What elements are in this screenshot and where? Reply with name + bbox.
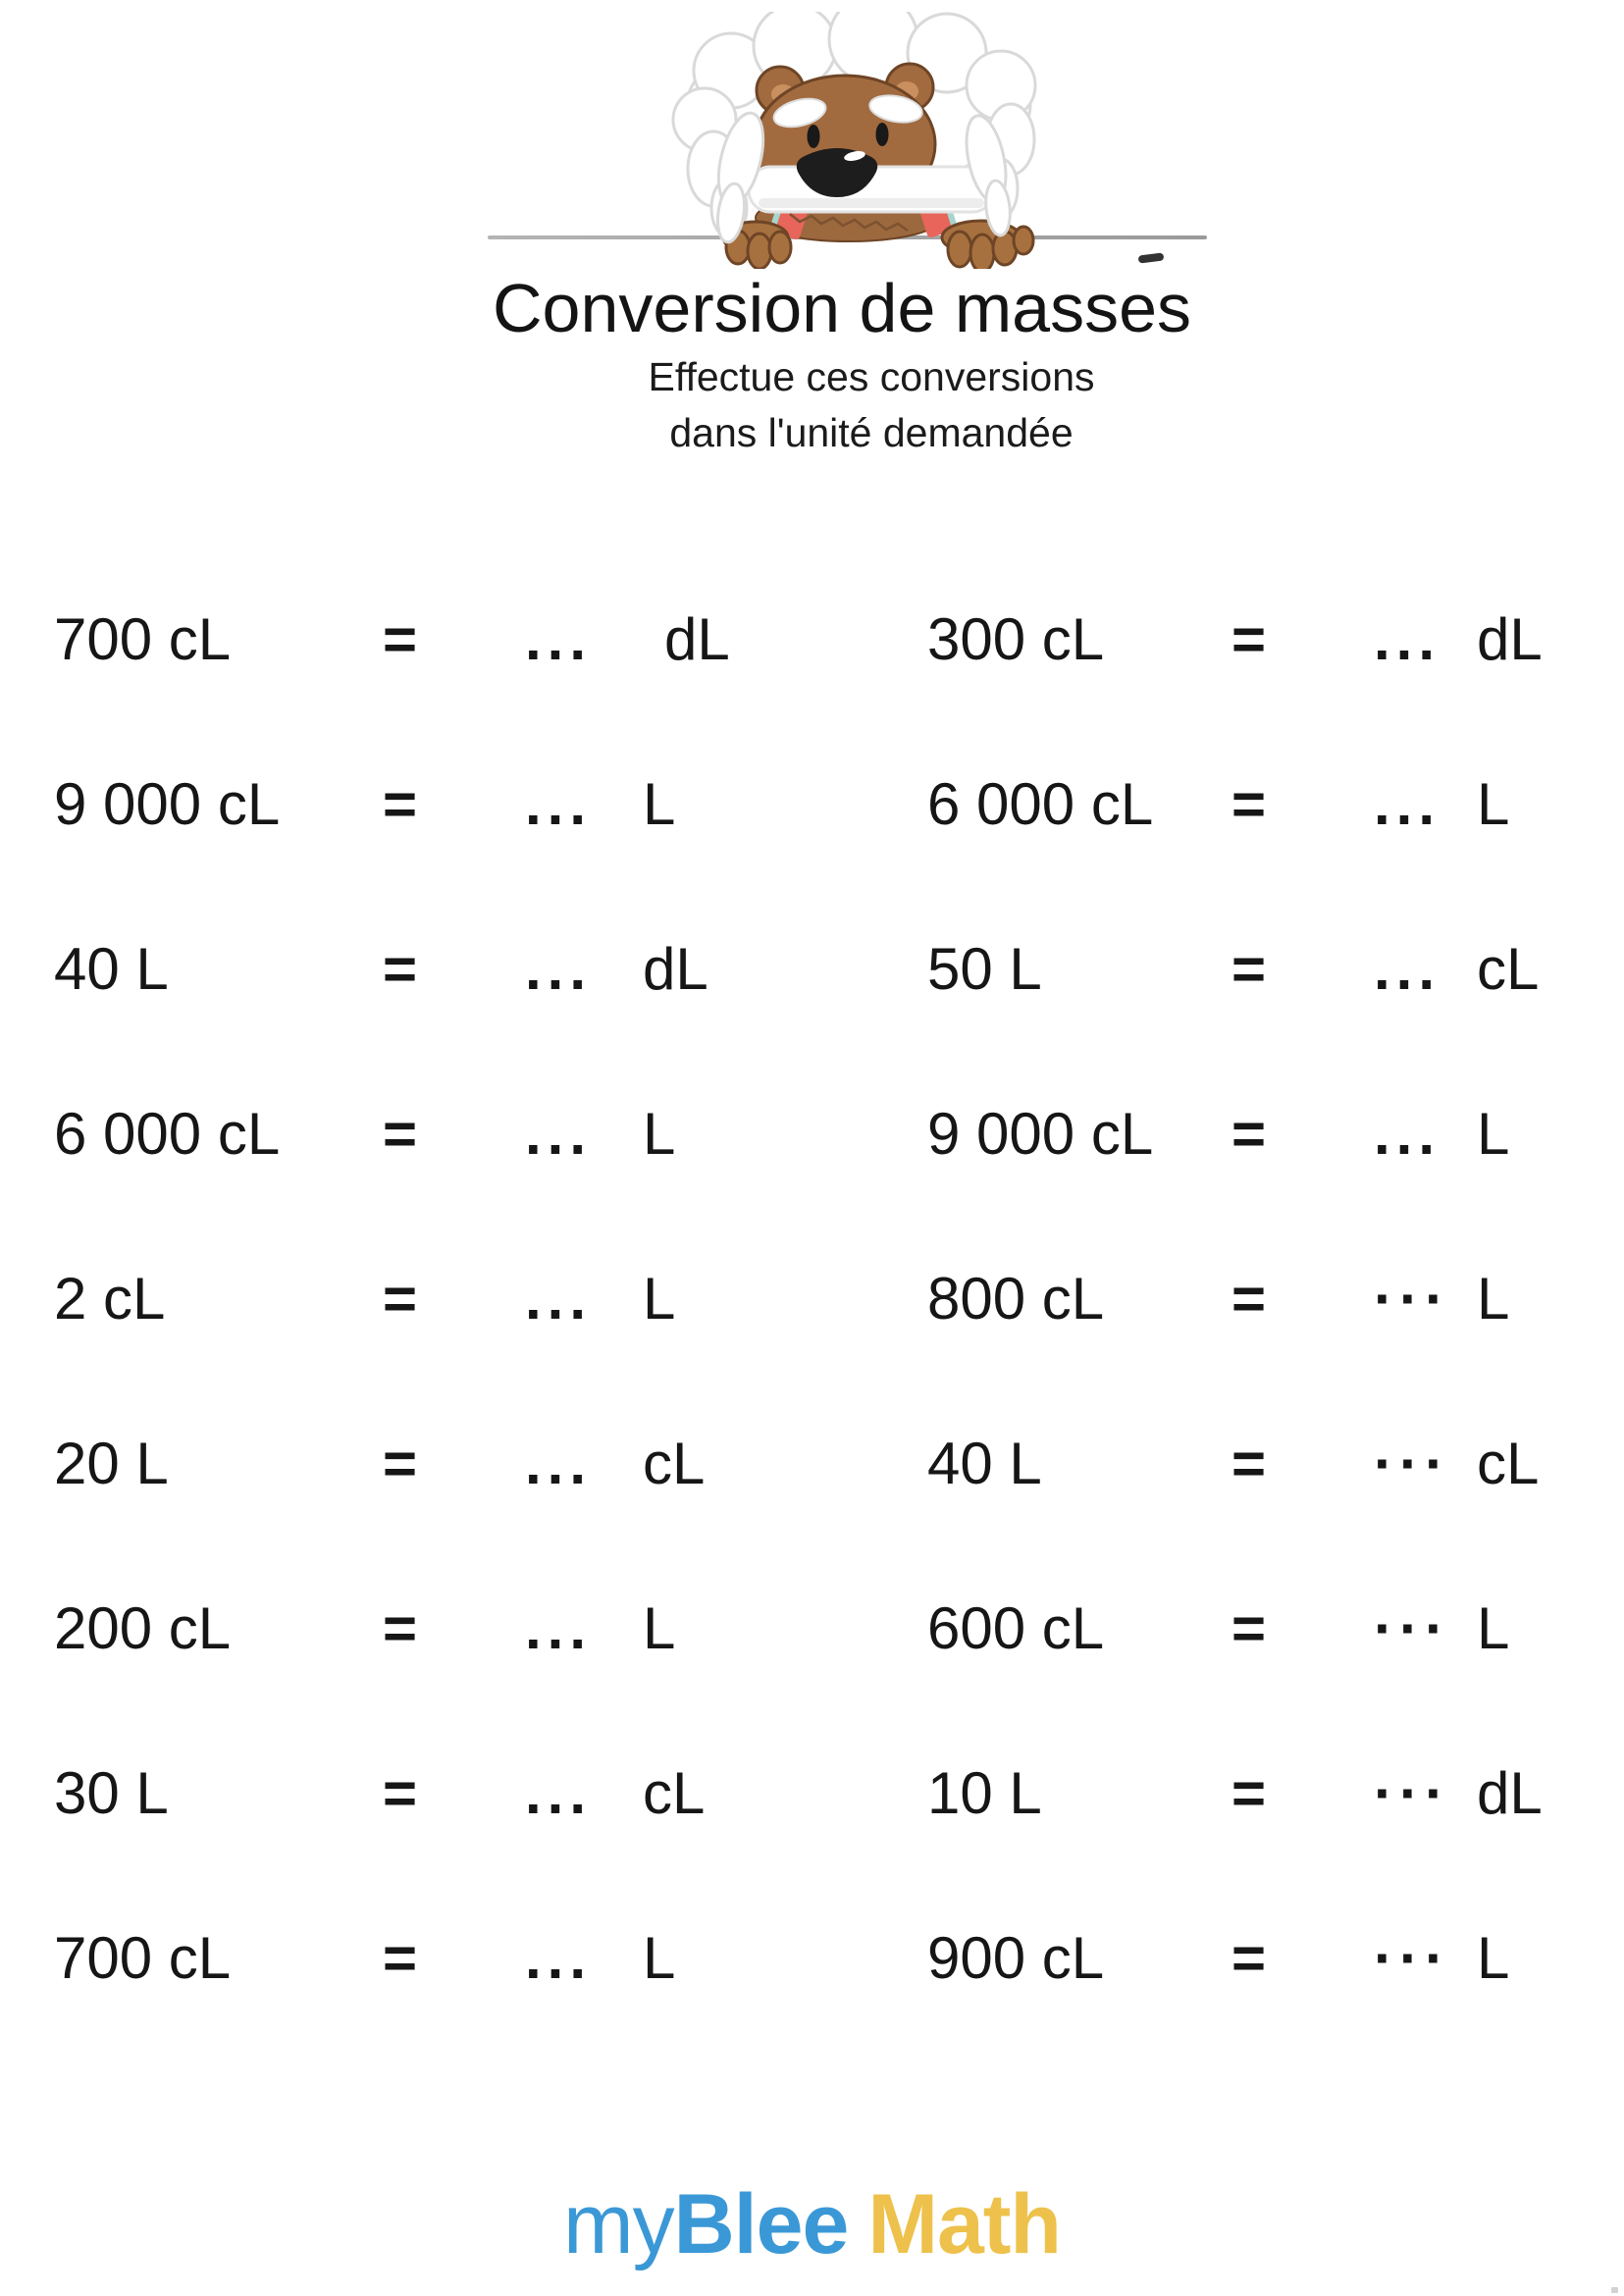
quantity-label: 6 000 cL xyxy=(927,770,1154,837)
equals-sign: = xyxy=(383,1100,418,1167)
equals-sign: = xyxy=(383,1759,418,1826)
unit-label: cL xyxy=(1477,935,1540,1002)
conversion-row xyxy=(0,886,1624,1051)
unit-label: dL xyxy=(1477,1759,1543,1826)
unit-label: L xyxy=(643,1100,676,1167)
smudge-dash xyxy=(1138,252,1165,263)
smudge-mark xyxy=(1611,2287,1618,2293)
quantity-label: 10 L xyxy=(927,1759,1042,1826)
equals-sign: = xyxy=(383,1430,418,1496)
equals-sign: = xyxy=(1231,1100,1267,1167)
answer-blank: ... xyxy=(525,1265,593,1331)
quantity-label: 20 L xyxy=(54,1430,169,1496)
conversion-row xyxy=(0,1710,1624,1875)
quantity-label: 700 cL xyxy=(54,605,232,672)
answer-blank: ··· xyxy=(1374,1594,1450,1661)
answer-blank: ... xyxy=(1374,1100,1441,1167)
conversion-row xyxy=(0,1545,1624,1710)
quantity-label: 800 cL xyxy=(927,1265,1105,1331)
unit-label: L xyxy=(1477,1594,1510,1661)
answer-blank: ... xyxy=(525,770,593,837)
subtitle-line-2: dans l'unité demandée xyxy=(669,410,1074,455)
conversion-row xyxy=(0,1216,1624,1381)
page-title: Conversion de masses xyxy=(493,270,1191,346)
unit-label: dL xyxy=(643,935,708,1002)
quantity-label: 600 cL xyxy=(927,1594,1105,1661)
equals-sign: = xyxy=(383,1924,418,1991)
quantity-label: 40 L xyxy=(54,935,169,1002)
unit-label: L xyxy=(1477,1100,1510,1167)
unit-label: L xyxy=(643,770,676,837)
equals-sign: = xyxy=(383,935,418,1002)
quantity-label: 50 L xyxy=(927,935,1042,1002)
quantity-label: 40 L xyxy=(927,1430,1042,1496)
unit-label: L xyxy=(643,1924,676,1991)
myblee-math-logo xyxy=(0,2176,1624,2273)
equals-sign: = xyxy=(383,1594,418,1661)
conversion-row xyxy=(0,1875,1624,2040)
answer-blank: ... xyxy=(1374,935,1441,1002)
logo-my: my xyxy=(563,2177,674,2271)
equals-sign: = xyxy=(1231,1924,1267,1991)
answer-blank: ... xyxy=(525,1430,593,1496)
answer-blank: ··· xyxy=(1374,1924,1450,1991)
unit-label: cL xyxy=(1477,1430,1540,1496)
answer-blank: ... xyxy=(525,1759,593,1826)
equals-sign: = xyxy=(1231,1265,1267,1331)
answer-blank: ··· xyxy=(1374,1759,1450,1826)
answer-blank: ... xyxy=(525,605,593,672)
logo-math: Math xyxy=(867,2177,1061,2271)
quantity-label: 6 000 cL xyxy=(54,1100,281,1167)
unit-label: L xyxy=(1477,1265,1510,1331)
answer-blank: ... xyxy=(525,1594,593,1661)
exercise-list xyxy=(0,556,1624,2040)
quantity-label: 9 000 cL xyxy=(927,1100,1154,1167)
equals-sign: = xyxy=(1231,1759,1267,1826)
answer-blank: ... xyxy=(525,1924,593,1991)
page-subtitle xyxy=(119,349,1624,461)
answer-blank: ... xyxy=(525,935,593,1002)
logo-blee: Blee xyxy=(673,2177,849,2271)
quantity-label: 30 L xyxy=(54,1759,169,1826)
conversion-row xyxy=(0,556,1624,721)
equals-sign: = xyxy=(1231,1430,1267,1496)
answer-blank: ... xyxy=(525,1100,593,1167)
quantity-label: 9 000 cL xyxy=(54,770,281,837)
conversion-row xyxy=(0,1051,1624,1216)
answer-blank: ... xyxy=(1374,770,1441,837)
quantity-label: 700 cL xyxy=(54,1924,232,1991)
conversion-row xyxy=(0,1381,1624,1545)
subtitle-line-1: Effectue ces conversions xyxy=(648,354,1095,399)
answer-blank: ··· xyxy=(1374,1430,1450,1496)
equals-sign: = xyxy=(383,1265,418,1331)
unit-label: L xyxy=(643,1265,676,1331)
answer-blank: ··· xyxy=(1374,1265,1450,1331)
unit-label: L xyxy=(1477,1924,1510,1991)
answer-blank: ... xyxy=(1374,605,1441,672)
unit-label: dL xyxy=(1477,605,1543,672)
quantity-label: 300 cL xyxy=(927,605,1105,672)
equals-sign: = xyxy=(1231,935,1267,1002)
unit-label: L xyxy=(1477,770,1510,837)
unit-label: cL xyxy=(643,1430,706,1496)
equals-sign: = xyxy=(383,770,418,837)
equals-sign: = xyxy=(1231,1594,1267,1661)
unit-label: cL xyxy=(643,1759,706,1826)
equals-sign: = xyxy=(383,605,418,672)
equals-sign: = xyxy=(1231,770,1267,837)
quantity-label: 200 cL xyxy=(54,1594,232,1661)
unit-label: L xyxy=(643,1594,676,1661)
unit-label: dL xyxy=(664,605,730,672)
conversion-row xyxy=(0,721,1624,886)
equals-sign: = xyxy=(1231,605,1267,672)
quantity-label: 900 cL xyxy=(927,1924,1105,1991)
einstein-lion-mascot-icon xyxy=(662,12,1065,269)
quantity-label: 2 cL xyxy=(54,1265,166,1331)
